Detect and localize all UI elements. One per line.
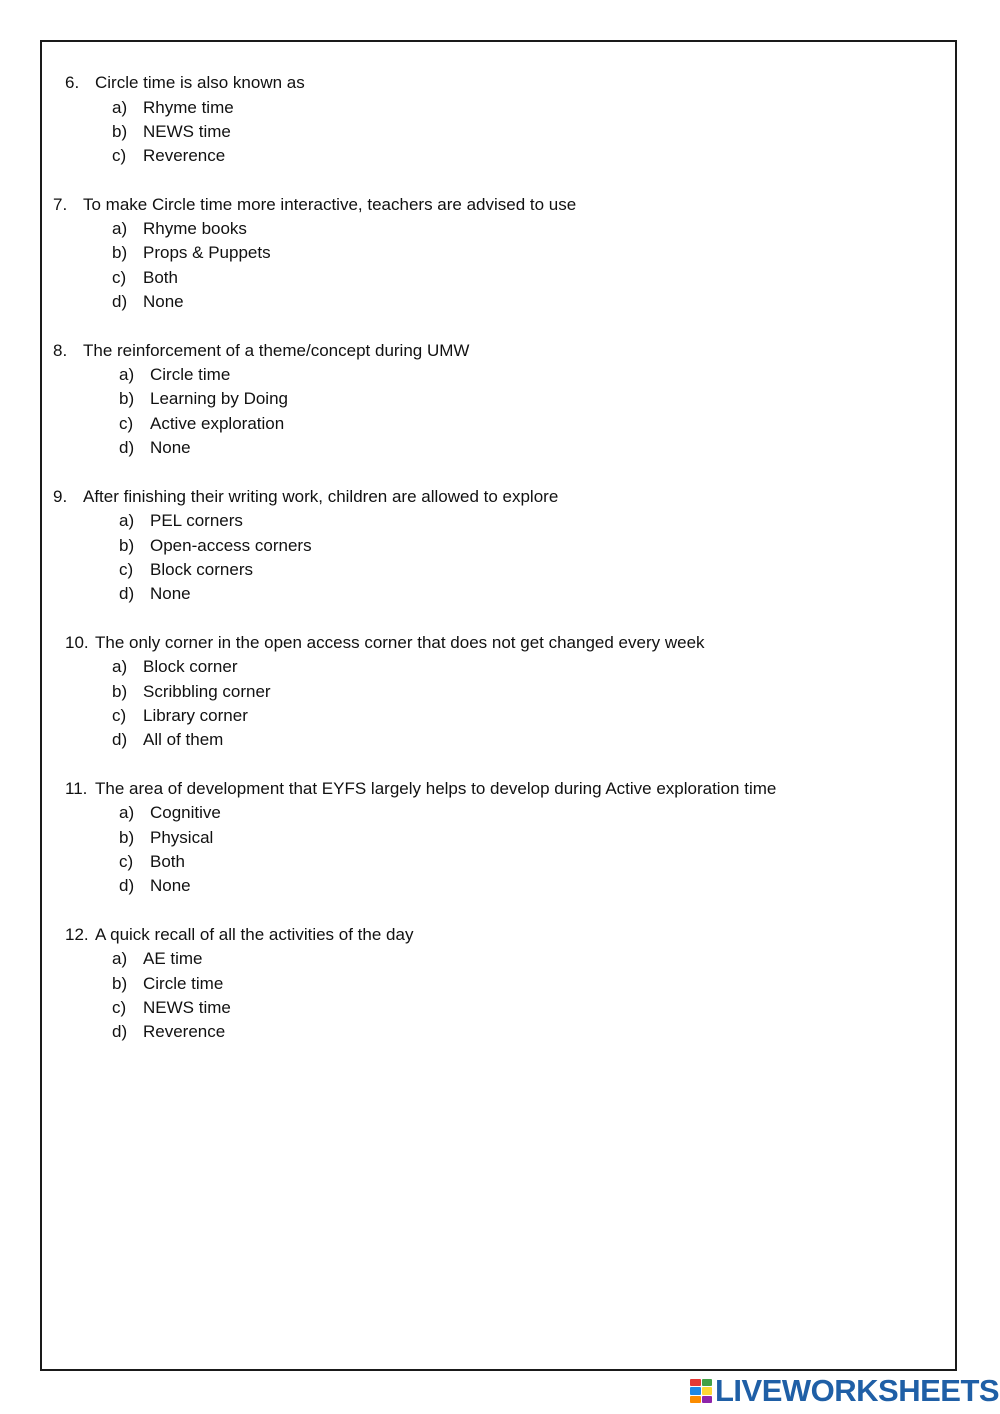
option-text: None xyxy=(150,876,191,895)
option-text: NEWS time xyxy=(143,122,231,141)
logo-text: LIVEWORKSHEETS xyxy=(715,1373,1000,1408)
option-letter: c) xyxy=(112,706,127,725)
question-text: The reinforcement of a theme/concept during UMW xyxy=(83,341,470,360)
option-letter: c) xyxy=(119,414,134,433)
option-text: None xyxy=(150,584,191,603)
option-text: Reverence xyxy=(143,146,226,165)
question-number: 12. xyxy=(65,925,89,944)
option-letter: d) xyxy=(119,876,135,895)
option-text: All of them xyxy=(143,730,224,749)
option-letter: b) xyxy=(112,974,128,993)
option-letter: c) xyxy=(112,998,127,1017)
question-number: 9. xyxy=(53,487,68,506)
option-letter: c) xyxy=(119,852,134,871)
question-text: Circle time is also known as xyxy=(95,73,305,92)
option-letter: b) xyxy=(119,828,135,847)
option-text: Physical xyxy=(150,828,214,847)
question-text: To make Circle time more interactive, teachers are advised to use xyxy=(83,195,577,214)
logo-tile xyxy=(702,1396,713,1403)
option-letter: a) xyxy=(119,511,135,530)
option-text: Props & Puppets xyxy=(143,243,271,262)
option-letter: a) xyxy=(112,657,128,676)
option-letter: d) xyxy=(112,1022,128,1041)
option-letter: b) xyxy=(119,536,135,555)
option-text: Rhyme books xyxy=(143,219,247,238)
option-letter: a) xyxy=(112,949,128,968)
option-text: Cognitive xyxy=(150,803,221,822)
liveworksheets-logo[interactable] xyxy=(690,1374,999,1408)
question-text: After finishing their writing work, children are allowed to explore xyxy=(83,487,559,506)
option-letter: c) xyxy=(119,560,134,579)
question-text: The only corner in the open access corner that does not get changed every week xyxy=(95,633,705,652)
option-letter: c) xyxy=(112,146,127,165)
liveworksheets-logo-icon xyxy=(690,1379,712,1403)
question-number: 6. xyxy=(65,73,80,92)
option-text: AE time xyxy=(143,949,203,968)
logo-tile xyxy=(702,1379,713,1386)
question-number: 10. xyxy=(65,633,89,652)
option-text: Circle time xyxy=(150,365,231,384)
option-text: None xyxy=(150,438,191,457)
option-text: Scribbling corner xyxy=(143,682,271,701)
question-number: 7. xyxy=(53,195,68,214)
option-text: NEWS time xyxy=(143,998,231,1017)
option-text: Reverence xyxy=(143,1022,226,1041)
option-text: Both xyxy=(150,852,185,871)
option-letter: c) xyxy=(112,268,127,287)
option-letter: b) xyxy=(112,682,128,701)
option-text: Active exploration xyxy=(150,414,285,433)
option-text: Block corners xyxy=(150,560,253,579)
option-text: Circle time xyxy=(143,974,224,993)
option-letter: a) xyxy=(119,365,135,384)
option-letter: a) xyxy=(119,803,135,822)
option-text: Library corner xyxy=(143,706,248,725)
option-text: Rhyme time xyxy=(143,98,234,117)
option-letter: a) xyxy=(112,219,128,238)
option-text: None xyxy=(143,292,184,311)
option-text: Open-access corners xyxy=(150,536,312,555)
question-text: The area of development that EYFS largely helps to develop during Active exploration time xyxy=(95,779,777,798)
question-number: 11. xyxy=(65,779,88,798)
option-text: Both xyxy=(143,268,178,287)
option-letter: b) xyxy=(112,243,128,262)
option-letter: d) xyxy=(112,292,128,311)
logo-tile xyxy=(690,1379,701,1386)
option-letter: b) xyxy=(112,122,128,141)
option-letter: b) xyxy=(119,389,135,408)
option-letter: d) xyxy=(119,438,135,457)
logo-tile xyxy=(690,1396,701,1403)
option-letter: a) xyxy=(112,98,128,117)
question-text: A quick recall of all the activities of the day xyxy=(95,925,414,944)
logo-tile xyxy=(702,1387,713,1394)
option-text: Learning by Doing xyxy=(150,389,288,408)
option-text: PEL corners xyxy=(150,511,243,530)
option-letter: d) xyxy=(112,730,128,749)
logo-tile xyxy=(690,1387,701,1394)
option-letter: d) xyxy=(119,584,135,603)
question-number: 8. xyxy=(53,341,68,360)
option-text: Block corner xyxy=(143,657,238,676)
